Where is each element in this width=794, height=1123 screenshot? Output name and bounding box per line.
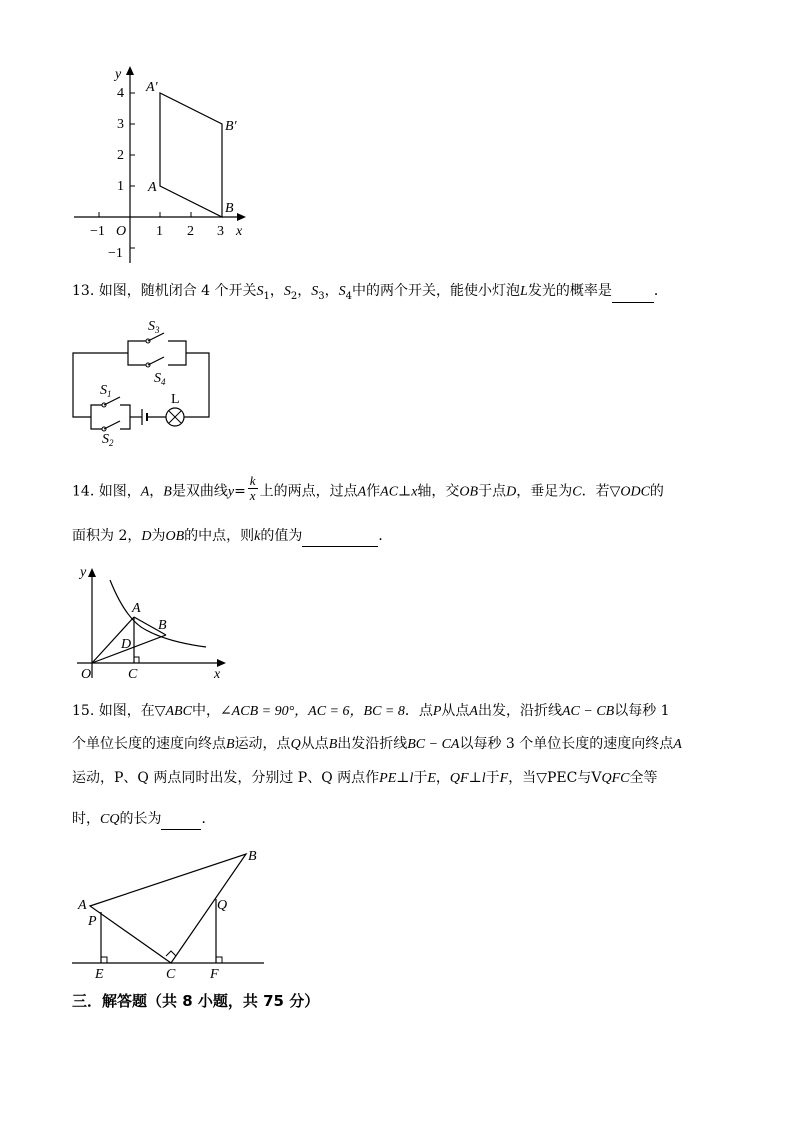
figure-hyperbola bbox=[72, 560, 232, 685]
question-14-line-1: 14. 如图，A，B是双曲线y= $\frac{k}{x}$ 上的两点，过点A作AC⊥x轴，交OB于点D，垂足为C．若▽ODC的 bbox=[72, 473, 664, 503]
label-D: D bbox=[121, 637, 132, 652]
point-a-prime-label: A′ bbox=[146, 80, 158, 95]
q14-number: 14. bbox=[72, 483, 95, 500]
figure-coordinate-parallelogram bbox=[60, 58, 270, 268]
label-C: C bbox=[166, 967, 176, 982]
point-b-label: B bbox=[225, 201, 234, 216]
tick-x-neg1: −1 bbox=[90, 224, 105, 239]
switch-s4 bbox=[148, 357, 164, 365]
parallelogram-shape bbox=[160, 93, 222, 217]
label-s3: $S_3$ bbox=[148, 319, 160, 335]
label-s4: $S_4$ bbox=[154, 371, 166, 387]
right-angle-mark-c bbox=[166, 951, 176, 956]
label-x: x bbox=[214, 667, 221, 682]
label-A: A bbox=[78, 898, 87, 913]
y-axis-arrow bbox=[126, 66, 134, 75]
label-Q: Q bbox=[217, 898, 228, 913]
label-s1: $S_1$ bbox=[100, 383, 112, 399]
hyperbola-fraction: $\frac{k}{x}$ bbox=[249, 473, 256, 503]
tick-x-3: 3 bbox=[217, 224, 224, 239]
x-axis-arrow bbox=[237, 213, 246, 221]
tick-x-1: 1 bbox=[156, 224, 163, 239]
label-lamp: L bbox=[171, 392, 180, 407]
label-y: y bbox=[80, 565, 87, 580]
tick-y-1: 1 bbox=[117, 179, 124, 194]
axis-y-label: y bbox=[115, 67, 122, 82]
question-13: 13. 如图，随机闭合 4 个开关$S_1$，$S_2$，$S_3$，$S_4$中的两个开关，能使小灯泡L发光的概率是 ． bbox=[72, 283, 668, 302]
question-15-line-3: 运动，P、Q 两点同时出发，分别过 P、Q 两点作PE⊥l于E，QF⊥l于F，当▽PEC与VQFC全等 bbox=[72, 770, 658, 786]
q13-answer-blank bbox=[612, 288, 654, 303]
q13-number: 13. bbox=[72, 283, 95, 299]
question-14-line-2: 面积为 2，D为OB的中点，则k的值为 ． bbox=[72, 526, 392, 547]
q15-answer-blank bbox=[161, 815, 201, 830]
label-B: B bbox=[248, 849, 257, 864]
point-b-prime-label: B′ bbox=[225, 119, 237, 134]
label-F: F bbox=[210, 967, 219, 982]
question-15-line-4: 时，CQ的长为 ． bbox=[72, 809, 215, 830]
label-A: A bbox=[132, 601, 141, 616]
tick-x-2: 2 bbox=[187, 224, 194, 239]
switch-s2 bbox=[104, 421, 120, 429]
question-15-line-1: 15. 如图，在▽ABC中，∠ACB = 90°，AC = 6，BC = 8．点P从点A出发，沿折线AC − CB以每秒 1 bbox=[72, 703, 670, 719]
figure-circuit bbox=[66, 312, 226, 452]
tick-y-2: 2 bbox=[117, 148, 124, 163]
label-B: B bbox=[158, 618, 167, 633]
q15-number: 15. bbox=[72, 703, 95, 719]
label-O: O bbox=[81, 667, 92, 682]
label-C: C bbox=[128, 667, 138, 682]
question-15-line-2: 个单位长度的速度向终点B运动，点Q从点B出发沿折线BC − CA以每秒 3 个单位长度的速度向终点A bbox=[72, 736, 682, 752]
origin-label: O bbox=[116, 224, 127, 239]
tick-y-4: 4 bbox=[117, 86, 124, 101]
figure-triangle bbox=[70, 842, 270, 982]
label-P: P bbox=[88, 914, 97, 929]
label-s2: $S_2$ bbox=[102, 432, 114, 448]
axis-x-label: x bbox=[236, 224, 243, 239]
right-angle-mark bbox=[134, 657, 139, 663]
tick-y-neg1: −1 bbox=[108, 246, 123, 261]
point-a-label: A bbox=[148, 180, 157, 195]
q14-answer-blank bbox=[302, 532, 378, 547]
label-E: E bbox=[95, 967, 104, 982]
section-heading: 三．解答题（共 8 小题，共 75 分） bbox=[72, 992, 320, 1010]
tick-y-3: 3 bbox=[117, 117, 124, 132]
